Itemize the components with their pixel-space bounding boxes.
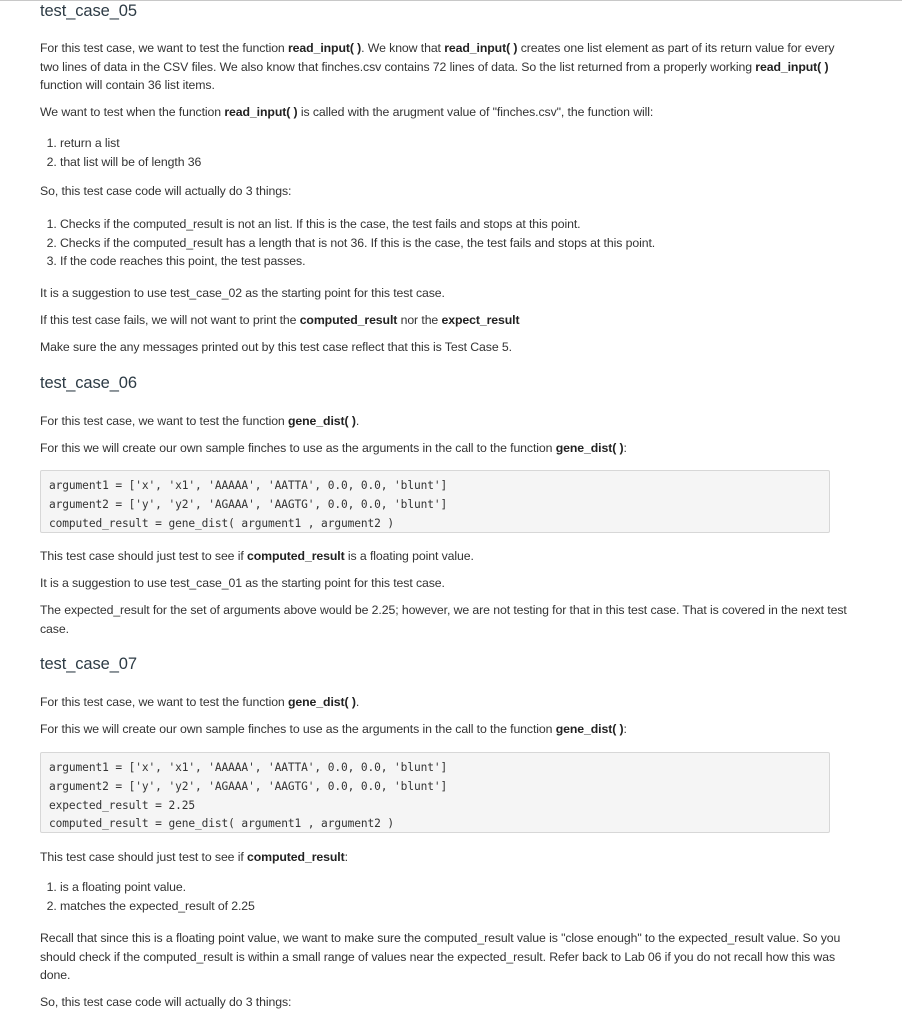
tc07-checks-list [27, 878, 870, 915]
tc06-code-block: argument1 = ['x', 'x1', 'AAAAA', 'AATTA', 0.0, 0.0, 'blunt'] argument2 = ['y', 'y2', 'AGAAA', 'AAGTG', 0.0, 0.0, 'blunt'] computed_result = gene_dist( argument1 , argument2 ) [40, 470, 830, 533]
tc05-steps-intro: So, this test case code will actually do 3 things: [40, 184, 292, 198]
bold-term: computed_result [299, 313, 398, 327]
bold-term: read_input( ) [755, 59, 829, 74]
list-item: 1. Checks if the computed_result is not an list. If this is the case, the test fails and stops at this point. [60, 215, 870, 234]
list-item: 1. is a floating point value. [60, 878, 870, 897]
section-title-test-case-06: test_case_06 [40, 374, 137, 392]
tc06-intro-paragraph: For this test case, we want to test the function gene_dist( ). [40, 414, 360, 428]
list-item: 2. Checks if the computed_result has a length that is not 36. If this is the case, the test fails and stops at this point. [60, 234, 870, 253]
bold-term: gene_dist( ) [555, 441, 624, 455]
tc05-expectations-list [27, 134, 870, 171]
tc07-float-recall-note: Recall that since this is a floating point value, we want to make sure the computed_result value is "close enough" to the expected_result value. So you should check if the computed_result is within a small range of values near the expected_result. Refer back to Lab 06 if you do not recall how this was done. [40, 931, 841, 982]
tc05-message-note: Make sure the any messages printed out by this test case reflect that this is Test Case 5. [40, 340, 512, 354]
bold-term: computed_result [247, 549, 345, 563]
section-title-test-case-05: test_case_05 [40, 2, 137, 20]
tc05-suggestion: It is a suggestion to use test_case_02 as the starting point for this test case. [40, 286, 445, 300]
bold-term: expect_result [441, 313, 520, 327]
tc06-expected-note: The expected_result for the set of arguments above would be 2.25; however, we are not testing for that in this test case. That is covered in the next test case. [40, 603, 847, 636]
list-item: 3. If the code reaches this point, the test passes. [60, 252, 870, 271]
top-divider [0, 0, 902, 1]
bold-term: read_input( ) [224, 105, 298, 119]
tc05-intro-paragraph: For this test case, we want to test the function read_input( ). We know that read_input( ) creates one list element as part of its return value for every two lines of data in the CSV files. We also know that finches.csv contains 72 lines of data. So the list returned from a properly working read_input( ) function will contain 36 list items. [40, 41, 835, 92]
section-title-test-case-07: test_case_07 [40, 655, 137, 673]
tc06-suggestion: It is a suggestion to use test_case_01 as the starting point for this test case. [40, 576, 445, 590]
tc07-test-description: This test case should just test to see if computed_result: [40, 850, 348, 864]
tc07-intro-paragraph: For this test case, we want to test the function gene_dist( ). [40, 695, 360, 709]
bold-term: gene_dist( ) [288, 414, 356, 428]
tc07-args-paragraph: For this we will create our own sample finches to use as the arguments in the call to the function gene_dist( ): [40, 722, 627, 736]
bold-term: computed_result [247, 850, 345, 864]
tc07-steps-intro: So, this test case code will actually do 3 things: [40, 995, 292, 1009]
list-item: 2. that list will be of length 36 [60, 153, 870, 172]
tc05-steps-list [27, 215, 870, 271]
bold-term: gene_dist( ) [555, 722, 624, 736]
bold-term: read_input( ) [444, 41, 518, 55]
bold-term: read_input( ) [288, 41, 362, 55]
tc05-print-note: If this test case fails, we will not want to print the computed_result nor the expect_result [40, 313, 520, 327]
tc07-code-block: argument1 = ['x', 'x1', 'AAAAA', 'AATTA', 0.0, 0.0, 'blunt'] argument2 = ['y', 'y2', 'AGAAA', 'AAGTG', 0.0, 0.0, 'blunt'] expected_result = 2.25 computed_result = gene_dist( argument1 , argument2 ) [40, 752, 830, 833]
tc06-test-description: This test case should just test to see if computed_result is a floating point value. [40, 549, 474, 563]
tc05-goal-paragraph: We want to test when the function read_input( ) is called with the arugment value of "finches.csv", the function will: [40, 105, 654, 119]
tc06-args-paragraph: For this we will create our own sample finches to use as the arguments in the call to the function gene_dist( ): [40, 441, 627, 455]
list-item: 1. return a list [60, 134, 870, 153]
bold-term: gene_dist( ) [288, 695, 356, 709]
list-item: 2. matches the expected_result of 2.25 [60, 897, 870, 916]
